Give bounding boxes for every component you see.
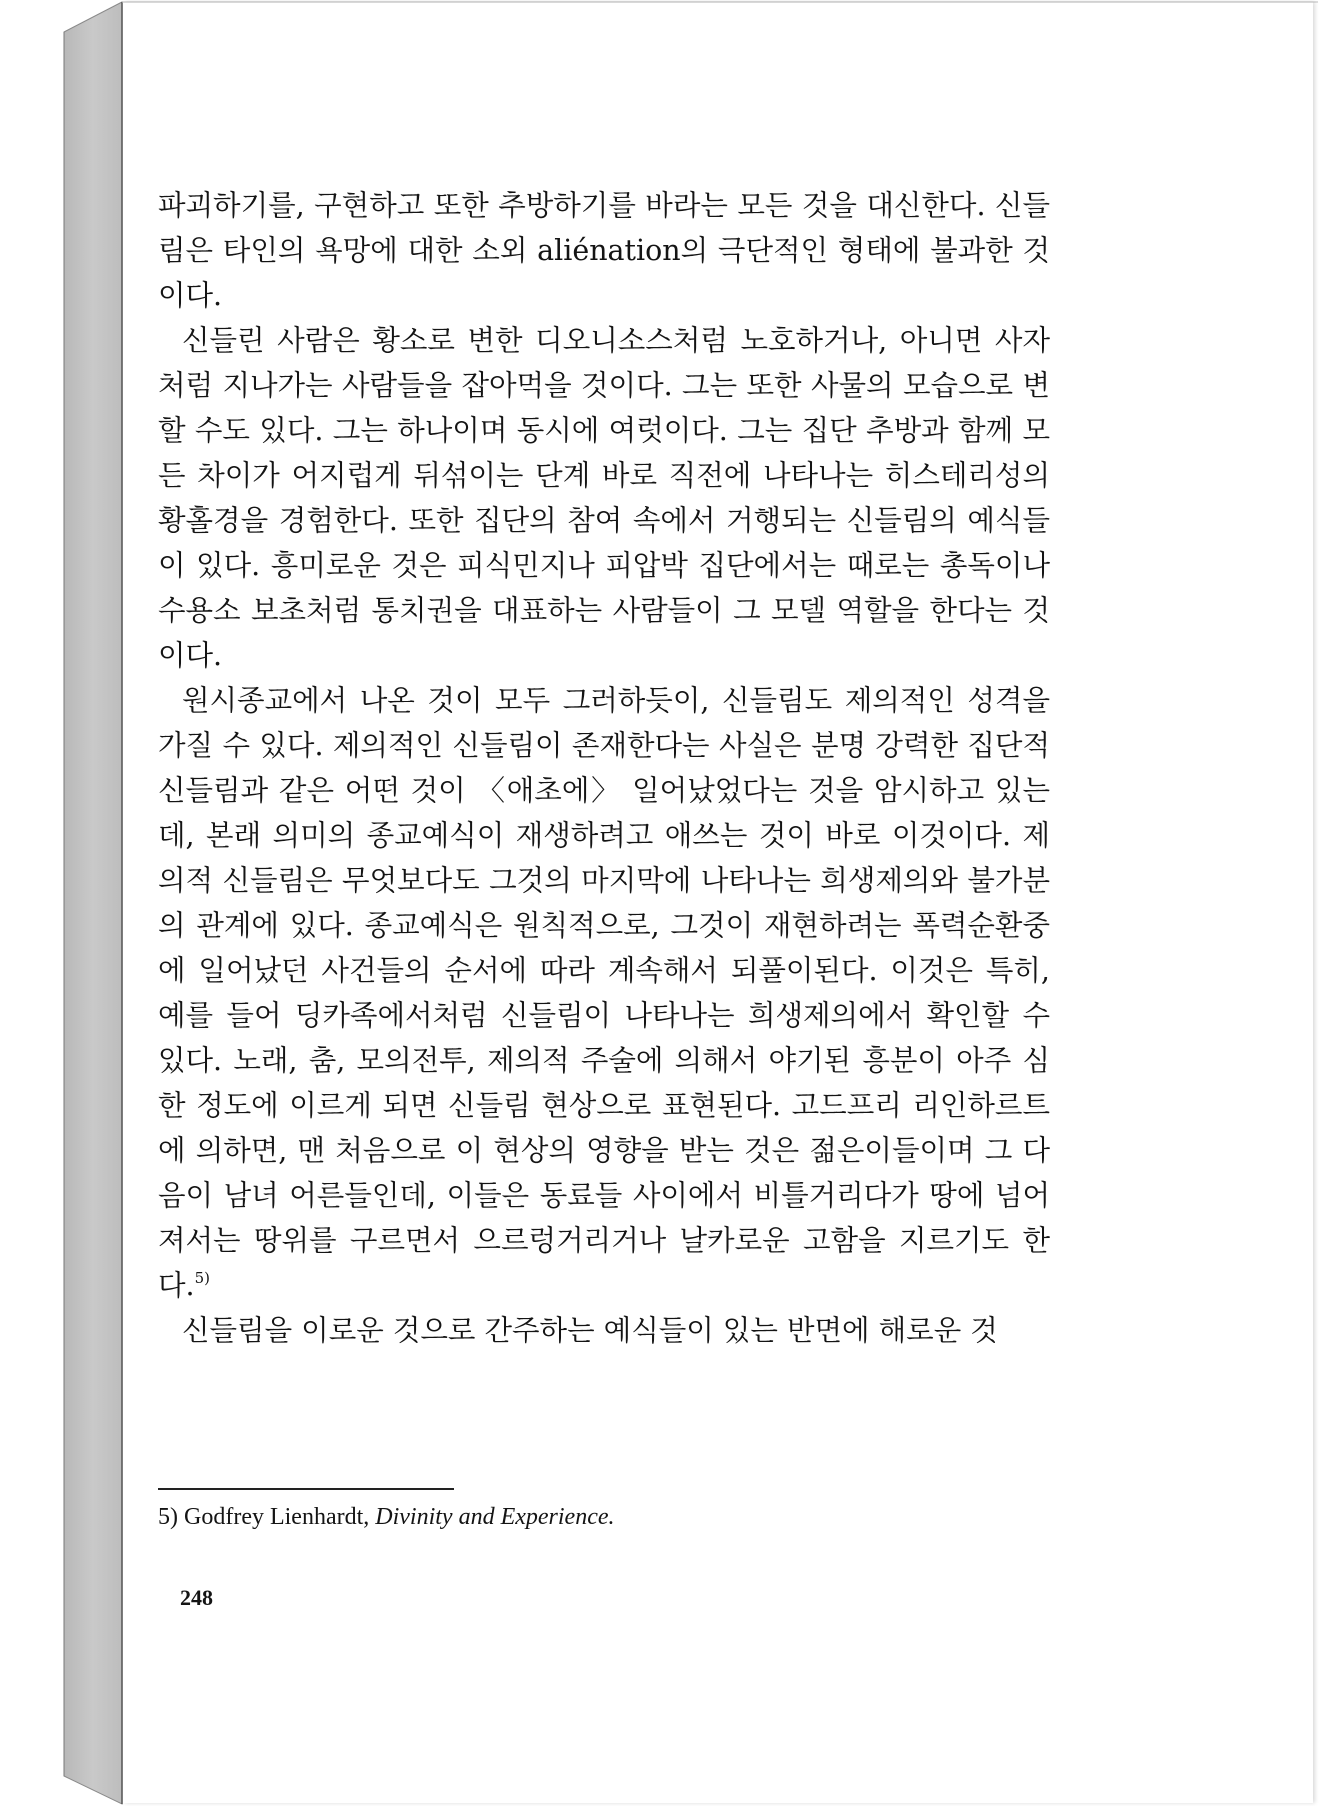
footnote-title: Divinity and Experience. (375, 1504, 615, 1530)
paragraph (158, 678, 1050, 1308)
footnote-divider (158, 1488, 454, 1490)
footnote-reference: 5) (194, 1269, 210, 1287)
paragraph-text: 원시종교에서 나온 것이 모두 그러하듯이, 신들림도 제의적인 성격을 가질 수 있다. 제의적인 신들림이 존재한다는 사실은 분명 강력한 집단적 신들림과 같은 어떤 것이 〈애초에〉 일어났었다는 것을 암시하고 있는데, 본래 의미의 종교예식이 재생하려고 애쓰는 것이 바로 이것이다. 제의적 신들림은 무엇보다도 그것의 마지막에 나타나는 희생제의와 불가분의 관계에 있다. 종교예식은 원칙적으로, 그것이 재현하려는 폭력순환중에 일어났던 사건들의 순서에 따라 계속해서 되풀이된다. 이것은 특히, 예를 들어 딩카족에서처럼 신들림이 나타나는 희생제의에서 확인할 수 있다. 노래, 춤, 모의전투, 제의적 주술에 의해서 야기된 흥분이 아주 심한 정도에 이르게 되면 신들림 현상으로 표현된다. 고드프리 리인하르트에 의하면, 맨 처음으로 이 현상의 영향을 받는 것은 젊은이들이며 그 다음이 남녀 어른들인데, 이들은 동료들 사이에서 비틀거리다가 땅에 넘어져서는 땅위를 구르면서 으르렁거리거나 날카로운 고함을 지르기도 한다. (158, 684, 1050, 1302)
body-text (158, 183, 1050, 1353)
page-number: 248 (180, 1585, 213, 1610)
footnote (158, 1504, 615, 1531)
footnote-number: 5) (158, 1504, 178, 1530)
paragraph: 신들린 사람은 황소로 변한 디오니소스처럼 노호하거나, 아니면 사자처럼 지나가는 사람들을 잡아먹을 것이다. 그는 또한 사물의 모습으로 변할 수도 있다. 그는 하나이며 동시에 여럿이다. 그는 집단 추방과 함께 모든 차이가 어지럽게 뒤섞이는 단계 바로 직전에 나타나는 히스테리성의 황홀경을 경험한다. 또한 집단의 참여 속에서 거행되는 신들림의 예식들이 있다. 흥미로운 것은 피식민지나 피압박 집단에서는 때로는 총독이나 수용소 보초처럼 통치권을 대표하는 사람들이 그 모델 역할을 한다는 것이다. (158, 324, 1050, 672)
footnote-author: Godfrey Lienhardt, (184, 1504, 370, 1530)
paragraph: 신들림을 이로운 것으로 간주하는 예식들이 있는 반면에 해로운 것 (182, 1314, 998, 1347)
paragraph: 파괴하기를, 구현하고 또한 추방하기를 바라는 모든 것을 대신한다. 신들림은 타인의 욕망에 대한 소외 aliénation의 극단적인 형태에 불과한 것이다. (158, 189, 1050, 312)
